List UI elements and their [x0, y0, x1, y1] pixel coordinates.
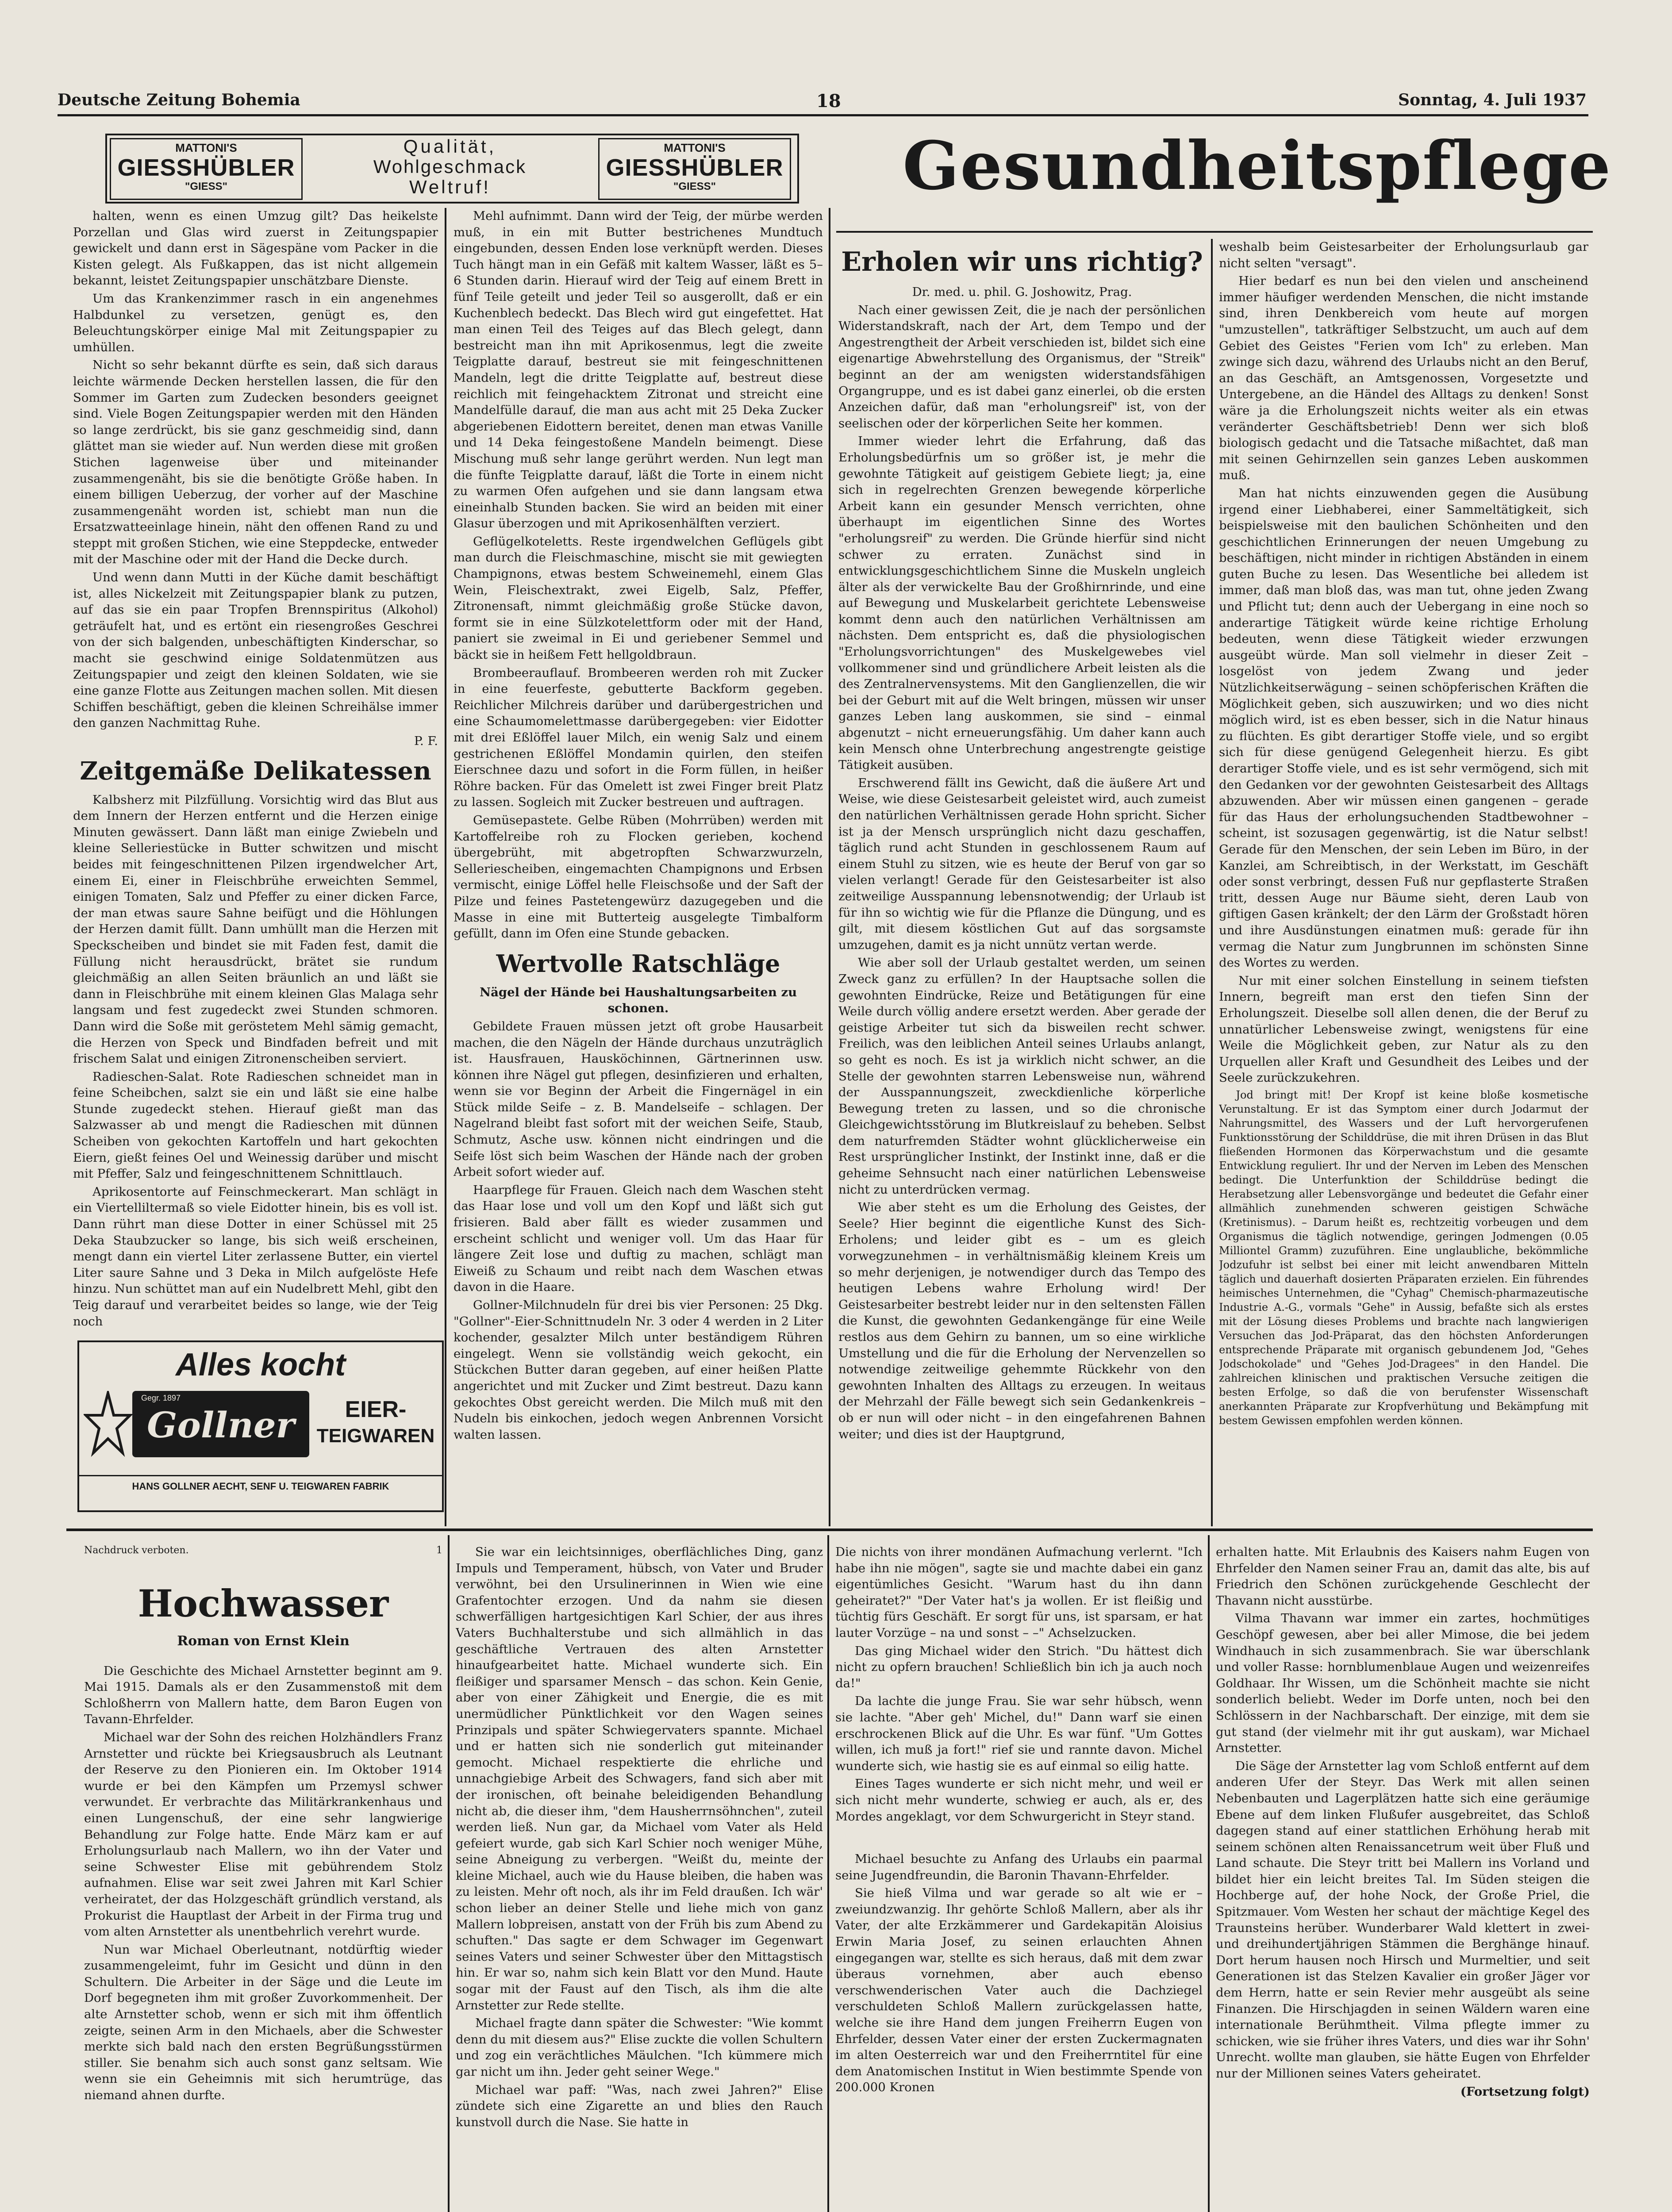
article-paragraph: Wie aber soll der Urlaub gestaltet werden, um seinen Zweck ganz zu erfüllen? In der Hauptsache sollen die gewohnten Eindrücke, Reize und Betätigungen für eine Weile durch völlig andere ersetzt werden. Aber gerade der geistige Arbeiter tut sich da bisweilen recht schwer. Freilich, was den leiblichen Anteil seines Urlaubs anlangt, so geht es noch. Es ist ja wirklich nicht schwer, an die Stelle der gewohnten starren Lebensweise nun, während der Ausspannungszeit, zweckdienliche körperliche Bewegung treten zu lassen, und so die chronische Gleichgewichtsstörung im Blutkreislauf zu beheben. Selbst dem naturfremden Städter wohnt glücklicherweise ein Rest ursprünglicher Instinkt, der Instinkt inne, daß er die geheime Sehnsucht nach einer natürlichen Lebensweise nicht zu unterdrücken vermag. [838, 956, 1206, 1197]
col4-paragraph: weshalb beim Geistesarbeiter der Erholungsurlaub gar nicht selten "versagt". [1219, 240, 1588, 270]
novel-paragraph: Die Säge der Arnstetter lag vom Schloß entfernt auf dem anderen Ufer der Steyr. Das Werk mit allen seinen Nebenbauten und Lagerplätzen hatte sich eine geräumige Ebene auf dem linken Flußufer ausgebreitet, das Schloß dagegen stand auf einer stattlichen Erhöhung herab mit seinem schönen alten Renaissancetrum weit über Fluß und Land schaute. Die Steyr tritt bei Mallern ins Vorland und bildet hier ein leicht breites Tal. Im Süden steigen die Hochberge auf, der hohe Nock, der Große Priel, die Spitzmauer. Vom Westen her schaut der mächtige Kegel des Traunsteins herüber. Wunderbarer Wald klettert in zwei- und dreihundertjährigen Stämmen die Berghänge hinauf. Dort herum hausen noch Hirsch und Murmeltier, und seit Generationen ist das Stelzen Kavalier ein großer Jäger vor dem Herrn, hatte er sein Revier mehr ausgeübt als seine Finanzen. Die Hirschjagden in seinen Wäldern waren eine internationale Berühmtheit. Vilma pflegte immer zu schicken, wie sie früher ihres Vaters, und dies war ihr Sohn' Unrecht. wollte man glauben, sie hätte Eugen von Ehrfelder nur der Millionen seines Vaters geheiratet. [1216, 1759, 1590, 2081]
ad-gollner-since: Gegr. 1897 [141, 1394, 181, 1402]
ad-gollner [77, 1340, 444, 1512]
ad-brand-right [598, 138, 791, 200]
ad-brand-left-line3: "GIESS" [184, 180, 228, 192]
novel-paragraph: Sie war ein leichtsinniges, oberflächliches Ding, ganz Impuls und Temperament, hübsch, von Vater und Bruder verwöhnt, bei den Ursulinerinnen in Wien wie eine Grafentochter erzogen. Und da nahm sie diesen schwerfälligen hartgesichtigen Karl Schier, der aus ihres Vaters Buchhalterstube und sich allmählich in das geschäftliche Vertrauen des alten Arnstetter hinaufgearbeitet hatte. Michael wunderte sich. Ein fleißiger und sparsamer Mensch – das schon. Kein Genie, aber von einer Zähigkeit und Energie, die es mit unermüdlicher Pünktlichkeit vor den Wagen seines Prinzipals und später Schwiegervaters spannte. Michael und er hatten sich nie sonderlich gut miteinander gemocht. Michael respektierte die ehrliche und unnachgiebige Arbeit des Schwagers, fand sich aber mit der ironischen, oft beinahe beleidigenden Behandlung nicht ab, die dieser ihm, "dem Hausherrnsöhnchen", zuteil werden ließ. Nun gar, da Michael vom Vater als Held gefeiert wurde, gab sich Karl Schier noch weniger Mühe, seine Abneigung zu verbergen. "Weißt du, meinte der kleine Michael, auch wie du Hause bleiben, die haben was zu leisten. Mehr oft noch, als ihr im Feld draußen. Ich wär' schon lieber an deiner Stelle und liehe mich von ganz Mallern lobpreisen, anstatt von der Früh bis zum Abend zu schuften." Das sagte er dem Schwager im Gegenwart seines Vaters und seiner Schwester über den Mittagstisch hin. Er war so, nahm sich kein Blatt vor den Mund. Haute sogar mit der Faust auf den Tisch, als ihm die alte Arnstetter zur Rede stellte. [456, 1545, 823, 2012]
article-title: Erholen wir uns richtig? [841, 246, 1203, 277]
feuilleton-rule [66, 1528, 1593, 1531]
novel-paragraph: Eines Tages wunderte er sich nicht mehr, und weil er sich nicht mehr wunderte, schwieg er auch, als er, des Mordes angeklagt, vor dem Schwurgericht in Steyr stand. [835, 1777, 1203, 1824]
article-paragraph: Nach einer gewissen Zeit, die je nach der persönlichen Widerstandskraft, nach der Art, dem Tempo und der Angestrengtheit der Arbeit verschieden ist, bildet sich eine eigenartige Abwehrstellung des Organismus, der "Streik" beginnt an der am wenigsten widerstandsfähigen Organgruppe, und es ist dabei ganz einerlei, ob die ersten Anzeichen dafür, daß man "erholungsreif" ist, von der seelischen oder der körperlichen Seite her kommen. [838, 303, 1206, 430]
page-number: 18 [816, 91, 841, 111]
masthead-left: Deutsche Zeitung Bohemia [58, 91, 300, 109]
novel-paragraph: Michael war der Sohn des reichen Holzhändlers Franz Arnstetter und rückte bei Kriegsausbruch als Leutnant der Reserve zu den Pionieren ein. Im Oktober 1914 wurde er bei den Kämpfen um Przemysl schwer verwundet. Er verbrachte das Militärkrankenhaus und einen Lungenschuß, der eine sehr langwierige Behandlung zur Folge hatte. Ende März kam er auf Erholungsurlaub nach Mallern, wo ihn der Vater und seine Schwester Elise mit gebührendem Stolz aufnahmen. Elise war seit zwei Jahren mit Karl Schier verheiratet, der das Holzgeschäft gründlich verstand, als Prokurist die Hauptlast der Arbeit in der Firma trug und vom alten Arnstetter als unentbehrlich verehrt wurde. [84, 1730, 442, 1939]
heading-delikatessen: Zeitgemäße Delikatessen [80, 756, 431, 786]
novel-paragraph: Da lachte die junge Frau. Sie war sehr hübsch, wenn sie lachte. "Aber geh' Michel, du!" Dann warf sie einen erschrockenen Blick auf die Uhr. Es war fünf. "Um Gottes willen, ich muß ja fort!" rief sie und rannte davon. Michel wunderte sich, wie hastig sie es auf einmal so eilig hatte. [835, 1694, 1203, 1773]
novel-rule-2 [827, 1535, 829, 2212]
ad-gollner-product-line2: TEIGWAREN [316, 1425, 435, 1447]
column-4 [1219, 239, 1588, 1526]
ad-brand-right-line3: "GIESS" [673, 180, 716, 192]
ad-gollner-brand: Gollner [147, 1404, 295, 1446]
novel-title: Hochwasser [138, 1582, 389, 1625]
section-title: Gesundheitspflege [903, 127, 1612, 205]
continuation-notice: (Fortsetzung folgt) [1460, 2084, 1590, 2099]
reprint-notice: Nachdruck verboten. [84, 1545, 189, 1556]
recipe-radieschen: Radieschen-Salat. Rote Radieschen schneidet man in feine Scheibchen, salzt sie ein und läßt sie eine halbe Stunde zugedeckt stehen. Hierauf gießt man das Salzwasser ab und mengt die Radieschen mit dünnen Scheiben von gekochten Kartoffeln und hart gekochten Eiern, gießt feines Oel und Weinessig darüber und mischt mit Pfeffer, Salz und feingeschnittenem Schnittlauch. [73, 1069, 438, 1181]
ad-mattoni [105, 134, 799, 204]
novel-paragraph: Das ging Michael wider den Strich. "Du hättest dich nicht zu opfern brauchen! Schließlich bin ich ja auch noch da!" [835, 1644, 1203, 1690]
col4-paragraph: Nur mit einer solchen Einstellung in seinem tiefsten Innern, begreift man erst den tiefen Sinn der Erholungszeit. Dieselbe soll allen denen, die der Beruf zu unnatürlicher Lebensweise zwingt, wenigstens für eine Weile die Möglichkeit geben, zur Natur als zu den Urquellen aller Kraft und Gesundheit des Leibes und der Seele zurückzukehren. [1219, 973, 1588, 1085]
novel-rule-1 [448, 1535, 450, 2212]
recipe-gefluegelkoteletts: Geflügelkoteletts. Reste irgendwelchen Geflügels gibt man durch die Fleischmaschine, mischt sie mit gewiegten Champignons, etwas bestem Schweinemehl, einem Glas Wein, Fleischextrakt, zwei Eigelb, Salz, Pfeffer, Zitronensaft, nimmt gleichmäßig große Stücke davon, formt sie in eine Sülzkotelettform oder mit der Hand, paniert sie zweimal in Ei und geriebener Semmel und bäckt sie in heißem Fett hellgoldbraun. [454, 534, 823, 662]
column-rule-2 [829, 208, 830, 1526]
ratschlaege-subheading: Nägel der Hände bei Haushaltungsarbeiten zu schonen. [479, 985, 797, 1016]
col1-paragraph: Und wenn dann Mutti in der Küche damit beschäftigt ist, alles Nickelzeit mit Zeitungspapier blank zu putzen, auf das sie ein paar Tropfen Brennspiritus (Alkohol) geträufelt hat, und es ertönt ein riesengroßes Geschrei von der sich balgenden, unbeschäftigten Kinderschar, so macht sie geschwind einige Soldatenmützen aus Zeitungspapier und zeigt den kleinen Soldaten, wie sie eine ganze Flotte aus Zeitungen machen sollen. Mit diesen Schiffen beschäftigt, geben die kleinen Schreihälse immer den ganzen Nachmittag Ruhe. [73, 570, 438, 730]
ad-brand-left-line1: MATTONI'S [175, 141, 237, 154]
article-author: Dr. med. u. phil. G. Joshowitz, Prag. [912, 285, 1132, 299]
header-rule [58, 114, 1588, 116]
recipe-brombeerauflauf: Brombeerauflauf. Brombeeren werden roh mit Zucker in eine feuerfeste, gebutterte Backform gegeben. Reichlicher Milchreis darüber und darübergestrichen und eine Schaumomelettmasse darübergegeben: vier Eidotter mit drei Eßlöffel lauer Milch, ein wenig Salz und einem gestrichenen Eßlöffel Mondamin quirlen, den steifen Eierschnee dazu und sofort in die Form füllen, in heißer Röhre backen. Für das Omelett ist zwei Finger breit Platz zu lassen. Sogleich mit Zucker bestreuen und auftragen. [454, 665, 823, 810]
article-paragraph: Wie aber steht es um die Erholung des Geistes, der Seele? Hier beginnt die eigentliche Kunst des Sich-Erholens; und leider gibt es – um es gleich vorwegzunehmen – in verhältnismäßig kleinem Kreis um so mehr derjenigen, je notwendiger durch das Tempo des heutigen Lebens wahre Erholung wird! Der Geistesarbeiter bestrebt leider nur in den seltensten Fällen die Kunst, die gewohnten Gedankengänge für eine Weile restlos aus dem Gehirn zu bannen, um so eine wirkliche Umstellung und die für die Erholung der Nervenzellen so notwendige zeitweilige gehemmte Rückkehr von den gewohnten Inhalten des Alltags zu erzeugen. In weitaus der Mehrzahl der Fälle bewegt sich sein Gedankenkreis – ob er nun will oder nicht – in den eingefahrenen Bahnen weiter; und dies ist der Hauptgrund, [838, 1200, 1206, 1441]
ad-gollner-logo-box [132, 1391, 309, 1457]
novel-paragraph: Sie hieß Vilma und war gerade so alt wie er – zweiundzwanzig. Ihr gehörte Schloß Mallern, aber als ihr Vater, der alte Erzkämmerer und Gardekapitän Aloisius Erwin Maria Josef, zu seinen erlauchten Ahnen eingegangen war, stellte es sich heraus, daß mit dem zwar überaus vornehmen, aber auch ebenso verschwenderischen Vater auch die Dachziegel verschuldeten Schloß Mallern zurückgelassen hatte, welche sie ihre Hand dem jungen Freiherrn Eugen von Ehrfelder, dessen Vater einer der ersten Zuckermagnaten im alten Oesterreich war und den Freiherrntitel für eine dem Anatomischen Institut in Wien bestimmte Spende von 200.000 Kronen [835, 1886, 1203, 2095]
col1-paragraph: Um das Krankenzimmer rasch in ein angenehmes Halbdunkel zu versetzen, genügt es, den Beleuchtungskörper einige Mal mit Zeitungspapier zu umhüllen. [73, 291, 438, 354]
column-rule-1 [445, 208, 446, 1526]
column-2 [454, 208, 823, 1526]
col1-signature: P. F. [414, 734, 438, 748]
recipe-aprikosentorte: Aprikosentorte auf Feinschmeckerart. Man schlägt in ein Viertelliltermaß so viele Eidotter hinein, bis es voll ist. Dann rührt man diese Dotter in einer Schüssel mit 25 Deka Staubzucker so lange, bis sich weiß erscheinen, mengt dann ein viertel Liter zerlassene Butter, ein viertel Liter saure Sahne und 3 Deka in Milch aufgelöste Hefe hinzu. Nun schüttet man auf ein Nudelbrett Mehl, gibt den Teig darauf und verarbeitet beides so lange, wie der Teig noch [73, 1184, 438, 1329]
tip-naegel: Gebildete Frauen müssen jetzt oft grobe Hausarbeit machen, die den Nägeln der Hände durchaus unzuträglich ist. Hausfrauen, Hausköchinnen, Gärtnerinnen usw. können ihre Nägel gut pflegen, desinfizieren und erhalten, wenn sie vor Beginn der Arbeit die Fingernägel in ein Stück milde Seife – z. B. Mandelseife – schlagen. Der Nagelrand bleibt fast sofort mit der weichen Seife, Staub, Schmutz, Asche usw. können nicht eindringen und die Seife löst sich beim Waschen der Hände nach der groben Arbeit sofort wieder auf. [454, 1019, 823, 1179]
novel-paragraph: Michael besuchte zu Anfang des Urlaubs ein paarmal seine Jugendfreundin, die Baronin Thavann-Ehrfelder. [835, 1852, 1203, 1882]
novel-column-1 [84, 1544, 442, 2212]
novel-paragraph: Vilma Thavann war immer ein zartes, hochmütiges Geschöpf gewesen, aber bei aller Mimose, die bei jedem Windhauch in sich zusammenbrach. Sie war überschlank und voller Rasse: hornblumenblaue Augen und weizenreifes Goldhaar. Ihr Wissen, um die Schönheit machte sie nicht sonderlich beliebt. Weder im Dorfe unten, noch bei den Schlössern in der Nachbarschaft. Der einzige, mit dem sie gut stand (der vielmehr mit ihr gut auskam), war Michael Arnstetter. [1216, 1611, 1590, 1755]
ad-gollner-headline: Alles kocht [175, 1347, 346, 1382]
novel-column-2 [456, 1544, 823, 2212]
ad-slogan [315, 136, 585, 197]
novel-rule-3 [1208, 1535, 1210, 2212]
novel-paragraph: Die Geschichte des Michael Arnstetter beginnt am 9. Mai 1915. Damals als er den Zusammenstoß mit dem Schloßherrn von Mallern hatte, dem Baron Eugen von Tavann-Ehrfelder. [84, 1663, 442, 1727]
novel-column-4 [1216, 1544, 1590, 2212]
novel-paragraph: Michael fragte dann später die Schwester: "Wie kommt denn du mit diesem aus?" Elise zuckte die vollen Schultern und zog ein verächtliches Mäulchen. "Ich kümmere mich gar nicht um ihn. Jeder geht seiner Wege." [456, 2016, 823, 2079]
ad-gollner-product-line1: EIER- [345, 1397, 407, 1422]
col4-paragraph: Hier bedarf es nun bei den vielen und anscheinend immer häufiger werdenden Menschen, die nicht imstande sind, ihren Denkbereich vom heute auf morgen "umzustellen", tatkräftiger Selbstzucht, um auch auf dem Gebiet des Geistes "Ferien vom Ich" zu erleben. Man zwinge sich dazu, während des Urlaubs nicht an den Beruf, an das Geschäft, an Amtsgenossen, Vorgesetzte und Untergebene, an die Händel des Alltags zu denken! Sonst wäre ja die Erholungszeit nichts weiter als ein etwas veränderter Geschäftsbetrieb! Denn wer sich bloß biologisch gedacht und die Tatsache mißachtet, daß man mit seinen Gehirnzellen sein ganzes Leben auskommen muß. [1219, 274, 1588, 483]
installment-number: 1 [436, 1545, 442, 1556]
novel-paragraph: Die nichts von ihrer mondänen Aufmachung verlernt. "Ich habe ihn nie mögen", sagte sie und machte dabei ein ganz eigentümliches Gesicht. "Warum hast du ihn dann geheiratet?" "Der Vater hat's ja wollen. Er ist fleißig und tüchtig fürs Geschäft. Er sorgt für uns, ist sparsam, er hat lauter Vorzüge – na und sonst – –" Achselzucken. [835, 1545, 1203, 1640]
ad-slogan-line1: Qualität, [403, 136, 497, 157]
recipe-gemuesepastete: Gemüsepastete. Gelbe Rüben (Mohrrüben) werden mit Kartoffelreibe roh zu Flocken gerieben, kochend übergebrüht, mit abgetropften Schwarzwurzeln, Selleriescheiben, eingemachten Champignons und Erbsen vermischt, einige Löffel helle Fleischsoße und der Saft der Pilze und feines Pastetengewürz dazugegeben und die Masse in eine mit Butterteig ausgelegte Timbalform gefüllt, dann im Ofen eine Stunde gebacken. [454, 813, 823, 941]
col4-jod-notice: Jod bringt mit! Der Kropf ist keine bloße kosmetische Verunstaltung. Er ist das Symptom einer durch Jodarmut der Nahrungsmittel, des Wassers und der Luft hervorgerufenen Funktionsstörung der Schilddrüse, die mit ihren Drüsen in das Blut fließenden Hormonen das Körperwachstum und die gesamte Entwicklung reguliert. Ihr und der Nerven im Leben des Menschen bedingt. Die Unterfunktion der Schilddrüse bedingt die Herabsetzung aller Lebensvorgänge und bedeutet die Gefahr einer allmählich zunehmenden schweren geistigen Schwäche (Kretinismus). – Darum heißt es, rechtzeitig vorbeugen und dem Organismus die täglich notwendige, geringen Jodmengen (0.05 Milliontel Gramm) zuzuführen. Eine unglaubliche, bekömmliche Jodzufuhr ist selbst bei einer mit leicht anwendbaren Mitteln täglich und dauerhaft dosierten Präparaten erzielen. Ein führendes heimisches Unternehmen, die "Cyhag" Chemisch-pharmazeutische Industrie A.-G., vormals "Gehe" in Aussig, befaßte sich als erstes mit der Lösung dieses Problems und brachte nach langwierigen Versuchen das Jod-Präparat, das den höchsten Anforderungen entsprechende Präparate mit organisch gebundenem Jod, "Gehes Jodschokolade" und "Gehes Jod-Dragees" in den Handel. Die zahlreichen klinischen und praktischen Versuche zeitigen die besten Erfolge, so daß die von berufenster Wissenschaft anerkannten Präparate zur Kropfverhütung und Bekämpfung mit bestem Gewissen empfohlen werden können. [1219, 1088, 1588, 1427]
novel-paragraph: Michael war paff: "Was, nach zwei Jahren?" Elise zündete sich eine Zigarette an und blies den Rauch kunstvoll durch die Nase. Sie hatte in [456, 2082, 823, 2129]
ad-brand-right-line1: MATTONI'S [664, 141, 726, 154]
col4-paragraph: Man hat nichts einzuwenden gegen die Ausübung irgend einer Liebhaberei, einer Sammeltätigkeit, sich beispielsweise mit den baulichen Schönheiten und den geschichtlichen Erinnerungen der neuen Umgebung zu beschäftigen, nicht minder in richtigen Abständen in einem guten Buche zu lesen. Das Wesentliche bei alledem ist immer, daß man bloß das, was man tut, ohne jeden Zwang und Pflicht tut; denn auch der Uebergang in eine noch so anderartige Tätigkeit würde keine richtige Erholung bedeuten, wenn diese Tätigkeit wieder erzwungen ausgeübt würde. Man soll vielmehr in dieser Zeit – losgelöst von jedem Zwang und jeder Nützlichkeitserwägung – seinen schöpferischen Kräften die Möglichkeit geben, sich auszuwirken; und wo dies nicht möglich wird, ist es eben besser, sich in die Natur hinaus zu flüchten. Es gibt derartiger Stoffe viele, und so ergibt sich für diese genügend Gelegenheit hierzu. Es gibt derartiger Stoffe viele, und es ist sehr vermögend, sich mit den Gedanken vor der gewohnten Geistesarbeit des Alltags abzuwenden. Aber wir müssen einen gangenen – gerade für das Haus der erholungsuchenden Stadtbewohner – scheint, ist sozusagen gegenwärtig, ist die Natur selbst! Gerade für den Menschen, der sein Leben im Büro, in der Kanzlei, am Schreibtisch, in der Werkstatt, im Geschäft oder sonst verbringt, dessen Fuß nur gepflasterte Straßen tritt, dessen Auge nur Bäume sieht, deren Laub von giftigen Gasen kränkelt; der den Lärm der Großstadt hören und ihre Ausdünstungen einatmen muß: gerade für ihn vermag die Natur zum Jungbrunnen im schönsten Sinne des Wortes zu werden. [1219, 486, 1588, 970]
ad-slogan-line2: Wohlgeschmack [373, 156, 527, 177]
ad-gollner-product [314, 1395, 438, 1448]
recipe-kalbsherz: Kalbsherz mit Pilzfüllung. Vorsichtig wird das Blut aus dem Innern der Herzen entfernt und die Herzen einige Minuten gewässert. Dann läßt man einige Zwiebeln und kleine Selleriestücke in Butter schwitzen und mischt beides mit feingeschnittenen Pilzen irgendwelcher Art, einem Ei, einer in Fleischbrühe erweichten Semmel, einigen Tomaten, Salz und Pfeffer zu einer dicken Farce, der man etwas saure Sahne beifügt und die Höhlungen der Herzen damit füllt. Dann umhüllt man die Herzen mit Speckscheiben und bindet sie mit Faden fest, damit die Füllung nicht herausdrückt, brätet sie rundum gleichmäßig an allen Seiten bräunlich an und läßt sie dann in Fleischbrühe mit einem kleinen Glas Malaga sehr langsam und fest zugedeckt zwei Stunden schmoren. Dann wird die Soße mit geröstetem Mehl sämig gemacht, die Herzen von Speck und Bindfaden befreit und mit frischem Salat und einigen Zitronenscheiben serviert. [73, 792, 438, 1066]
ad-brand-left [110, 138, 303, 200]
novel-notice-row [84, 1544, 442, 1557]
article-paragraph: Erschwerend fällt ins Gewicht, daß die äußere Art und Weise, wie diese Geistesarbeit geleistet wird, auch zumeist den natürlichen Verhältnissen gerade Hohn spricht. Sicher ist ja der Mensch ursprünglich nicht dazu geschaffen, täglich rund acht Stunden in geschlossenem Raum auf einem Stuhl zu sitzen, wie es heute der Beruf von gar so vielen verlangt! Gerade für den Geistesarbeiter ist also zeitweilige Ausspannung lebensnotwendig; der Urlaub ist für ihn so wichtig wie für die Pflanze die Düngung, und es gilt, mit diesem köstlichen Gut auf das sorgsamste umzugehen, damit es ja nicht unnütz vertan werde. [838, 776, 1206, 952]
heading-ratschlaege: Wertvolle Ratschläge [496, 949, 780, 978]
article-paragraph: Immer wieder lehrt die Erfahrung, daß das Erholungsbedürfnis um so größer ist, je mehr die gewohnte Tätigkeit auf geistigem Gebiete liegt; ja, eine sich in regelrechten Grenzen bewegende körperliche Arbeit kann ein gesunder Mensch verrichten, ohne überhaupt im eigentlichen Sinne des Wortes "erholungsreif" zu werden. Die Gründe hierfür sind nicht schwer zu erraten. Zunächst sind in entwicklungsgeschichtlichem Sinne die Muskeln ungleich älter als der verwickelte Bau der Großhirnrinde, und eine auf Bewegung und Muskelarbeit gerichtete Lebensweise kommt denn auch den natürlichen Verhältnissen am nächsten. Dem entspricht es, daß die physiologischen "Erholungsvorrichtungen" des Muskelgewebes viel vollkommener sind und gründlichere Arbeit leisten als die des Zentralnervensystems. Mit den Ganglienzellen, die wir bei der Geburt mit auf die Welt bringen, müssen wir unser ganzes Leben lang auskommen, sie sind – einmal abgenutzt – nicht erneuerungsfähig. Um daher kann auch kein Mensch ohne Unterbrechung angestrengte geistige Tätigkeit ausüben. [838, 434, 1206, 772]
column-3 [838, 239, 1206, 1526]
novel-column-3 [835, 1544, 1203, 2212]
section-rule [836, 231, 1593, 233]
ad-brand-left-line2: GIESSHÜBLER [117, 154, 295, 181]
novel-paragraph: erhalten hatte. Mit Erlaubnis des Kaisers nahm Eugen von Ehrfelder den Namen seiner Frau an, damit das alte, bis auf Friedrich den Schönen zurückgehende Geschlecht der Thavann nicht ausstürbe. [1216, 1545, 1590, 1608]
col1-paragraph: Nicht so sehr bekannt dürfte es sein, daß sich daraus leichte wärmende Decken herstellen lassen, die für den Sommer im Garten zum Zudecken besonders geeignet sind. Viele Bogen Zeitungspapier werden mit den Händen so lange zerdrückt, bis sie ganz geschmeidig sind, dann glättet man sie wieder auf. Nun werden diese mit großen Stichen lagenweise über und miteinander zusammengenäht, bis sie die benötigte Größe haben. In einem billigen Ueberzug, der vorher auf der Maschine zusammengenäht worden ist, schiebt man nun die Ersatzwatteeinlage hinein, näht den offenen Rand zu und steppt mit großen Stichen, wie eine Steppdecke, entweder mit der Maschine oder mit der Hand die Decke durch. [73, 358, 438, 567]
ad-gollner-footer: HANS GOLLNER AECHT, SENF U. TEIGWAREN FABRIK [79, 1475, 442, 1492]
recipe-milchnudeln: Gollner-Milchnudeln für drei bis vier Personen: 25 Dkg. "Gollner"-Eier-Schnittnudeln Nr. 3 oder 4 werden in 2 Liter kochender, gesalzter Milch unter beständigem Rühren eingelegt. Wenn sie vollständig weich gekocht, ein Stückchen Butter daran gegeben, auf einer heißen Platte angerichtet und mit Zucker und Zimt bestreut. Dazu kann gekochtes Obst gereicht werden. Die Milch muß mit den Nudeln bis einkochen, jedoch wegen Anbrennen Vorsicht walten lassen. [454, 1298, 823, 1442]
star-icon [84, 1391, 132, 1457]
tip-haarpflege: Haarpflege für Frauen. Gleich nach dem Waschen steht das Haar lose und voll um den Kopf und läßt sich gut frisieren. Bald aber fällt es wieder zusammen und erscheint schlicht und weniger voll. Um das Haar für längere Zeit lose und duftig zu machen, schlägt man Eiweiß zu Schaum und reibt nach dem Waschen etwas davon in die Haare. [454, 1183, 823, 1294]
masthead-date: Sonntag, 4. Juli 1937 [1398, 91, 1587, 109]
col1-paragraph: halten, wenn es einen Umzug gilt? Das heikelste Porzellan und Glas wird zuerst in Zeitungspapier gewickelt und dann erst in Sägespäne vom Packer in die Kisten gelegt. Als Fußkappen, das ist nicht allgemein bekannt, leistet Zeitungspapier unschätzbare Dienste. [73, 209, 438, 288]
col2-paragraph: Mehl aufnimmt. Dann wird der Teig, der mürbe werden muß, in ein mit Butter bestrichenes Mundtuch eingebunden, dessen Enden lose verknüpft werden. Dieses Tuch hängt man in ein Gefäß mit kaltem Wasser, läßt es 5–6 Stunden darin. Hierauf wird der Teig auf einem Brett in fünf Teile geteilt und jeder Teil so ausgerollt, daß er ein Kuchenblech bedeckt. Das Blech wird gut eingefettet. Hat man einen Teil des Teiges auf das Blech gelegt, dann bestreicht man ihn mit Aprikosenmus, legt die zweite Teigplatte darauf, bestreut sie mit feingeschnittenen Mandeln, legt die dritte Teigplatte auf, bestreut diese reichlich mit feingehacktem Zitronat und streicht eine Mandelfülle darauf, die man aus acht mit 25 Deka Zucker abgeriebenen Eidottern bereitet, denen man etwas Vanille und 14 Deka feingestoßene Mandeln beimengt. Diese Mischung muß sehr lange gerührt werden. Nun legt man die fünfte Teigplatte darauf, läßt die Torte in einem nicht zu warmen Ofen aufgehen und sie dann langsam etwa eineinhalb Stunden backen. Sie wird an beiden mit einer Glasur überzogen und mit Aprikosenhälften verziert. [454, 209, 823, 531]
ad-brand-right-line2: GIESSHÜBLER [606, 154, 784, 181]
novel-paragraph: Nun war Michael Oberleutnant, notdürftig wieder zusammengeleimt, fuhr im Gesicht und dünn in den Schultern. Die Arbeiter in der Säge und die Leute im Dorf begegneten ihm mit großer Zuvorkommenheit. Der alte Arnstetter schob, wenn er sich mit ihm öffentlich zeigte, seinen Arm in den Michaels, aber die Schwester merkte sich bald nach den ersten Begrüßungsstürmen stiller. Sie benahm sich auch sonst ganz seltsam. Wie wenn sie ein Geheimnis mit sich herumtrüge, das niemand ahnen durfte. [84, 1942, 442, 2103]
novel-author: Roman von Ernst Klein [177, 1633, 350, 1649]
ad-slogan-line3: Weltruf! [409, 177, 491, 197]
column-1 [73, 208, 438, 1340]
column-rule-3 [1211, 239, 1213, 1526]
